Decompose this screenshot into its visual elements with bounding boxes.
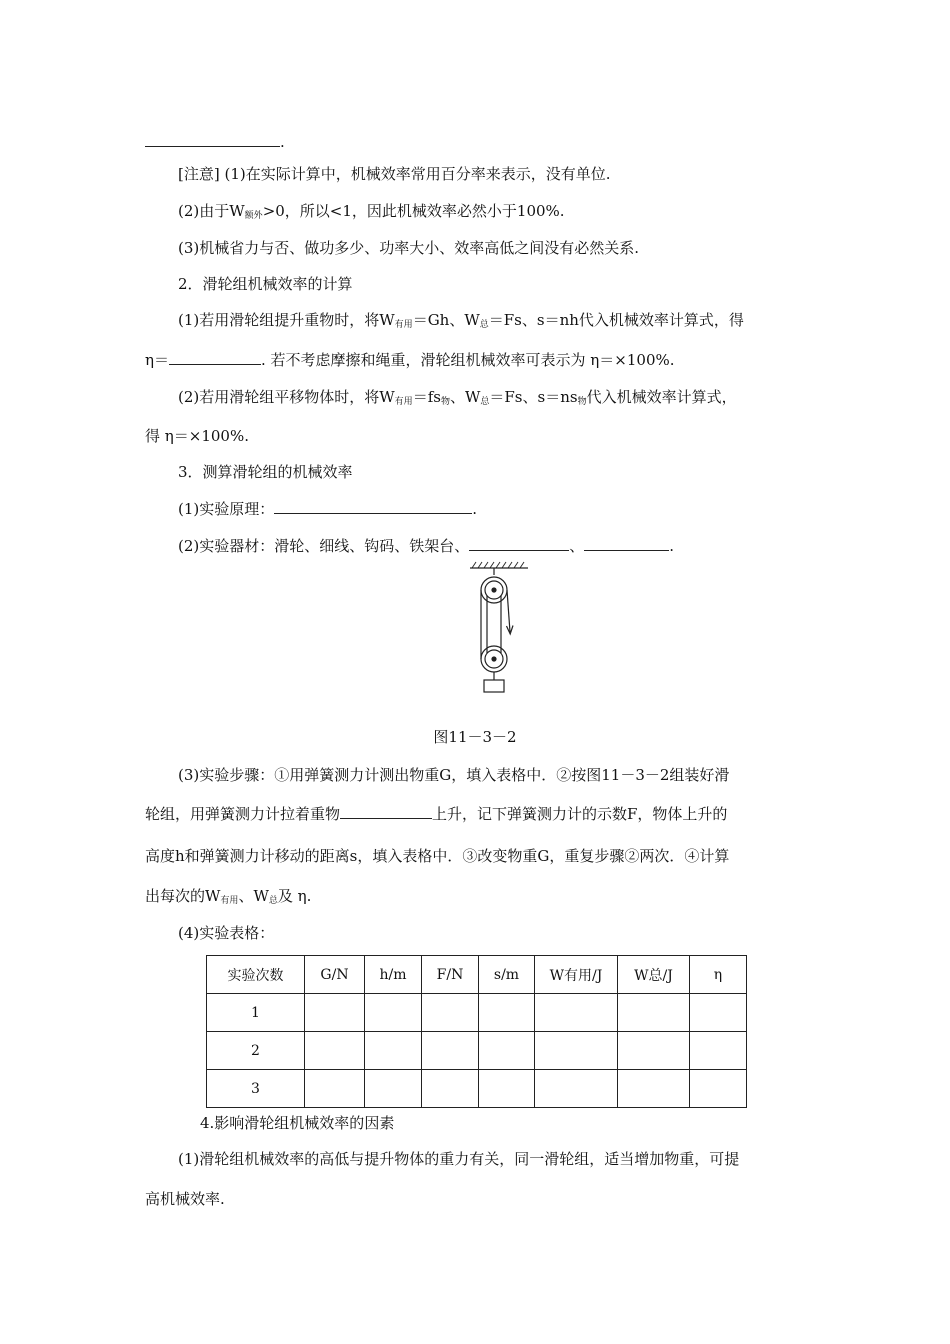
section4-para1-line1: (1)滑轮组机械效率的高低与提升物体的重力有关，同一滑轮组，适当增加物重，可提 (178, 1150, 740, 1168)
section4-para1-line2: 高机械效率. (145, 1190, 225, 1208)
steps-line-1: (3)实验步骤：①用弹簧测力计测出物重G，填入表格中．②按图11－3－2组装好滑 (178, 766, 730, 784)
header-cell: η (690, 956, 747, 994)
answer-blank (274, 498, 472, 514)
answer-blank (145, 131, 280, 147)
fixed-pulley-axle (492, 588, 496, 592)
header-cell: W有用/J (535, 956, 618, 994)
section2-title: 2．滑轮组机械效率的计算 (178, 275, 353, 293)
equipment-line: (2)实验器材：滑轮、细线、钩码、铁架台、 、 . (178, 537, 675, 555)
answer-blank (584, 535, 669, 551)
pulley-system-figure (460, 560, 540, 700)
header-cell: W总/J (618, 956, 690, 994)
weight-block (484, 680, 504, 692)
header-cell: h/m (365, 956, 422, 994)
header-cell: 实验次数 (207, 956, 305, 994)
note-line-1: [注意] (1)在实际计算中，机械效率常用百分率来表示，没有单位. (178, 165, 611, 183)
section2-para1-line1: (1)若用滑轮组提升重物时，将$W_{有用}=Gh$、$W_总=Fs$、s＝nh代入机械效率计算式，得 (178, 311, 744, 330)
section3-title: 3．测算滑轮组的机械效率 (178, 463, 353, 481)
header-cell: G/N (305, 956, 365, 994)
answer-blank (469, 535, 569, 551)
ceiling-hatch (472, 562, 524, 568)
section2-para2-line2: 得 η＝×100%. (145, 427, 249, 445)
principle-line: (1)实验原理： . (178, 500, 478, 518)
section2-para1-line2: η＝ . 若不考虑摩擦和绳重，滑轮组机械效率可表示为 η＝×100%. (145, 351, 675, 369)
experiment-table (206, 955, 747, 1108)
row-number-cell: 2 (207, 1032, 305, 1070)
header-cell: s/m (479, 956, 535, 994)
steps-line-3: 高度h和弹簧测力计移动的距离s，填入表格中．③改变物重G，重复步骤②两次．④计算 (145, 847, 730, 865)
table-row (207, 994, 747, 1032)
note-line-2: (2)由于$W_{额外}>0$，所以<1，因此机械效率必然小于100%. (178, 202, 565, 221)
answer-blank (169, 349, 261, 365)
table-row (207, 1070, 747, 1108)
section2-para2-line1: (2)若用滑轮组平移物体时，将$W_{有用}=fs_物$、$W_总=Fs$、$s=ns_物$代入机械效率计算式， (178, 388, 737, 407)
movable-pulley-axle (492, 657, 496, 661)
note-line-3: (3)机械省力与否、做功多少、功率大小、效率高低之间没有必然关系. (178, 239, 640, 257)
table-header-row (207, 956, 747, 994)
answer-blank (340, 803, 432, 819)
header-cell: F/N (422, 956, 479, 994)
section4-title: 4.影响滑轮组机械效率的因素 (200, 1114, 395, 1132)
table-title: (4)实验表格： (178, 924, 275, 942)
row-number-cell: 3 (207, 1070, 305, 1108)
row-number-cell: 1 (207, 994, 305, 1032)
top-blank-line: . (145, 131, 285, 152)
rope-pull (507, 590, 510, 632)
figure-caption: 图11－3－2 (433, 728, 517, 746)
steps-line-2: 轮组，用弹簧测力计拉着重物 上升，记下弹簧测力计的示数F，物体上升的 (145, 805, 728, 823)
table-row (207, 1032, 747, 1070)
steps-line-4: 出每次的$W_{有用}$、$W_总$及 η. (145, 887, 312, 906)
